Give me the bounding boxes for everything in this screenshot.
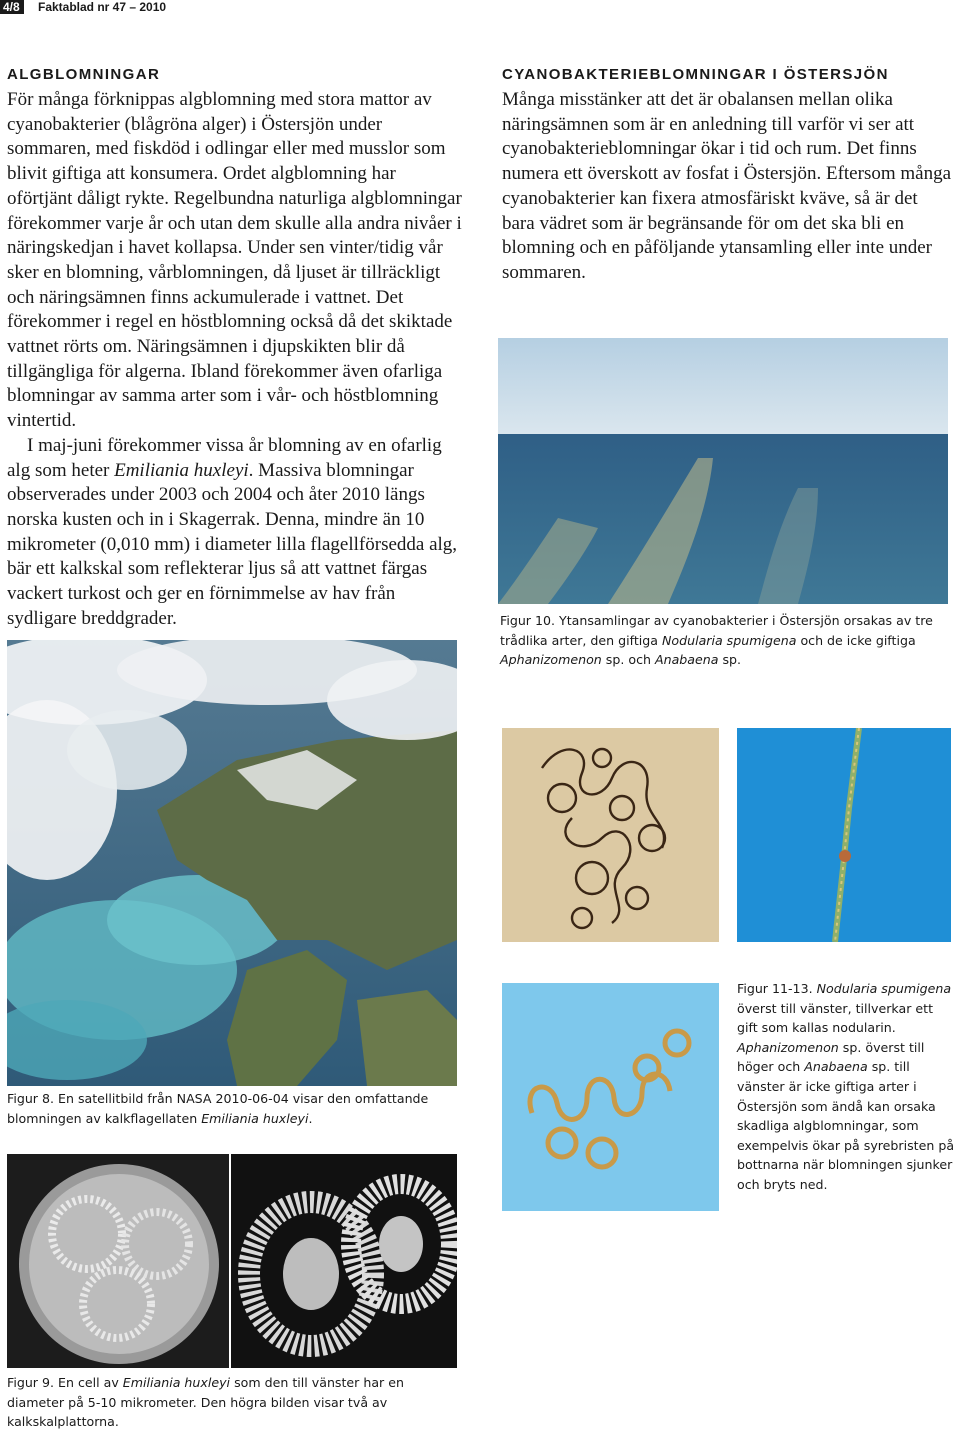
sea-surface-image — [498, 338, 948, 604]
caption-text: Figur 11-13. — [737, 981, 817, 996]
species-name: Emiliania huxleyi — [114, 459, 249, 481]
figure-11-13-caption — [737, 979, 957, 1195]
caption-text-end: som den till vänster har en diameter på 5-10 mikrometer. Den högra bilden visar två av kalkskalplattorna. — [7, 1375, 404, 1430]
caption-text-end: sp. — [718, 652, 742, 668]
page-number: 4/8 — [0, 0, 24, 14]
caption-species: Emiliania huxleyi — [122, 1375, 231, 1390]
caption-species: Nodularia spumigena — [816, 981, 952, 996]
page-header — [0, 0, 960, 14]
left-body-text — [7, 88, 462, 631]
caption-text: Figur 10. Ytansamlingar av cyanobakterier i Östersjön orsakas av tre trådlika arter, den giftiga — [500, 613, 933, 648]
caption-text-end: . — [308, 1110, 313, 1126]
caption-species: Aphanizomenon — [500, 652, 602, 668]
paragraph-1: För många förknippas algblomning med stora mattor av cyanobakterier (blågröna alger) i Östersjön under sommaren, med fiskdöd i odlingar eller med musslor som blivit giftiga att konsumera. Ordet algblomning har oförtjänt dåligt rykte. Regelbundna naturliga algblomningar förekommer varje år och utan dem skulle alla andra nivåer i näringskedjan i havet kollapsa. Under sen vinter/tidig vår sker en blomning, vårblomningen, då ljuset är tillräckligt och näringsämnen finns ackumulerade i vattnet. Det förekommer i regel en höstblomning också då det skiktade vattnet rörts om. Näringsämnen i djupskikten blir då tillgängliga för algerna. Ibland förekommer även ofarliga blomningar av samma arter som i vår- och höstblomning vintertid. — [7, 89, 462, 432]
caption-species: Anabaena — [804, 1059, 868, 1075]
caption-text: Figur 8. En satellitbild från NASA 2010-06-04 visar den omfattande blomningen av kalkflagellaten — [7, 1091, 429, 1126]
coccolith-cell-image — [7, 1154, 229, 1368]
caption-species: Anabaena — [654, 652, 719, 668]
caption-text: och de icke giftiga — [796, 632, 916, 648]
satellite-image — [7, 640, 457, 1086]
coccolith-plates-image — [231, 1154, 457, 1368]
paragraph-right: Många misstänker att det är obalansen mellan olika näringsämnen som är en anledning till varför vi ser att cyanobakterieblomningar ökar i tid och rum. Det finns numera ett överskott av fosfat i Östersjön. Eftersom många cyanobakterier kan fixera atmosfäriskt kväve, så är det bara vädret som är begränsande för om det ska bli en blomning och en påföljande ytansamling eller inte under sommaren. — [502, 89, 952, 283]
caption-text: sp. överst till höger och — [737, 1039, 925, 1075]
caption-text: sp. och — [601, 652, 655, 668]
caption-text: överst till vänster, tillverkar ett gift som kallas nodularin. — [737, 1000, 934, 1036]
publication-title: Faktablad nr 47 – 2010 — [38, 0, 167, 14]
figure-8-caption — [7, 1089, 457, 1128]
nodularia-image — [502, 728, 719, 942]
caption-text-end: sp. till vänster är icke giftiga arter i Östersjön som ändå kan orsaka skadliga algblomningar, som exempelvis ökar på syrebristen på bottnarna när blomningen sjunker och bryts ned. — [737, 1059, 955, 1192]
caption-species: Emiliania huxleyi — [201, 1110, 309, 1126]
aphanizomenon-image — [737, 728, 951, 942]
right-body-text — [502, 88, 952, 286]
paragraph-2-end: . Massiva blomningar observerades under 2003 och 2004 och åter 2010 längs norska kusten och in i Skagerrak. Denna, mindre än 10 mikrometer (0,010 mm) i diameter lilla flagellförsedda alg, bär ett kalkskal som reflekterar ljus så att vattnet färgas vackert turkost och ger en förnimmelse av hav från sydligare breddgrader. — [7, 459, 458, 629]
caption-text: Figur 9. En cell av — [7, 1375, 123, 1390]
section-heading-cyanobakterier: CYANOBAKTERIEBLOMNINGAR I ÖSTERSJÖN — [502, 66, 889, 83]
paragraph-2-start: I maj-juni förekommer vissa år blomning av en ofarlig alg som heter — [7, 434, 442, 481]
figure-10-caption — [500, 611, 952, 670]
paragraph-2 — [7, 434, 462, 632]
caption-species: Nodularia spumigena — [661, 632, 797, 648]
anabaena-image — [502, 983, 719, 1211]
caption-species: Aphanizomenon — [737, 1039, 839, 1055]
figure-9-caption — [7, 1373, 462, 1432]
section-heading-algblomningar: ALGBLOMNINGAR — [7, 66, 161, 83]
